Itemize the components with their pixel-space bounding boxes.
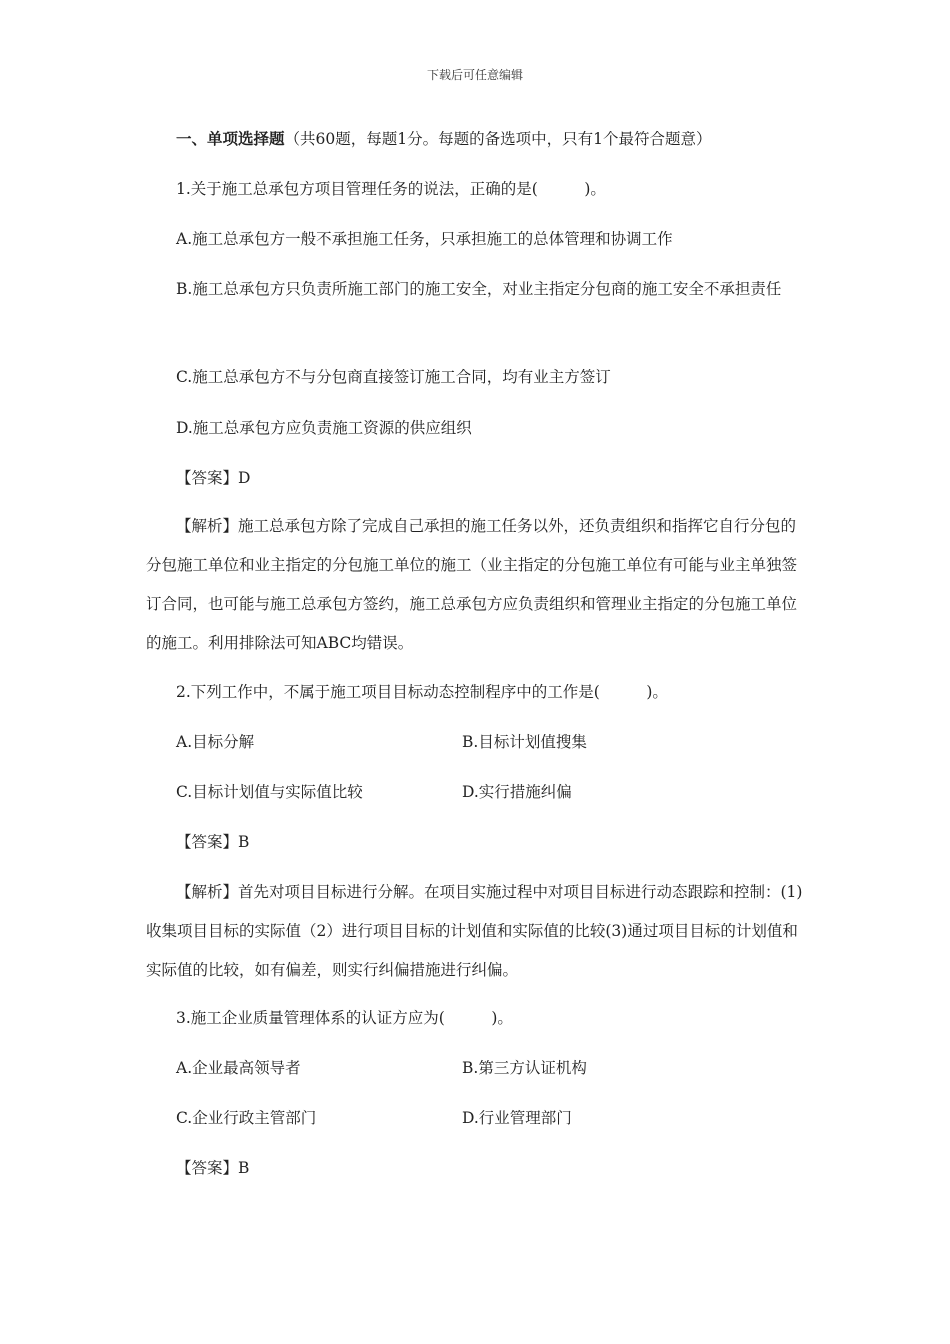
question-2-answer: 【答案】B — [176, 833, 250, 851]
question-3-stem: 3.施工企业质量管理体系的认证方应为( )。 — [176, 1009, 513, 1027]
question-1-answer: 【答案】D — [176, 469, 251, 487]
question-2-analysis-text: 【解析】首先对项目目标进行分解。在项目实施过程中对项目目标进行动态跟踪和控制：(1)收集项目目标的实际值（2）进行项目目标的计划值和实际值的比较(3)通过项目目标的计划值和实际值的比较，如有偏差，则实行纠偏措施进行纠偏。 — [146, 883, 803, 979]
question-3-answer: 【答案】B — [176, 1159, 250, 1177]
question-1-option-d: D.施工总承包方应负责施工资源的供应组织 — [176, 419, 472, 437]
question-2-analysis — [146, 873, 808, 990]
question-3-option-a: A.企业最高领导者 — [176, 1059, 301, 1077]
question-1-analysis — [146, 507, 808, 663]
question-1-option-c: C.施工总承包方不与分包商直接签订施工合同，均有业主方签订 — [176, 368, 611, 386]
question-1-analysis-text: 【解析】施工总承包方除了完成自己承担的施工任务以外，还负责组织和指挥它自行分包的分包施工单位和业主指定的分包施工单位的施工（业主指定的分包施工单位有可能与业主单独签订合同，也可能与施工总承包方签约，施工总承包方应负责组织和管理业主指定的分包施工单位的施工。利用排除法可知ABC均错误。 — [146, 517, 798, 652]
question-2-option-a: A.目标分解 — [176, 733, 255, 751]
question-3-option-b: B.第三方认证机构 — [462, 1059, 587, 1077]
question-2-stem: 2.下列工作中，不属于施工项目目标动态控制程序中的工作是( )。 — [176, 683, 668, 701]
question-2-option-b: B.目标计划值搜集 — [462, 733, 587, 751]
question-2-option-d: D.实行措施纠偏 — [462, 783, 572, 801]
question-2-option-c: C.目标计划值与实际值比较 — [176, 783, 363, 801]
question-1-option-b — [146, 270, 808, 309]
section-description: （共60题，每题1分。每题的备选项中，只有1个最符合题意） — [284, 130, 712, 148]
question-1-stem: 1.关于施工总承包方项目管理任务的说法，正确的是( )。 — [176, 180, 606, 198]
question-1-option-b-text: B.施工总承包方只负责所施工部门的施工安全，对业主指定分包商的施工安全不承担责任 — [176, 280, 782, 298]
section-heading — [176, 129, 711, 149]
question-1-option-a: A.施工总承包方一般不承担施工任务，只承担施工的总体管理和协调工作 — [176, 230, 673, 248]
page-header: 下载后可任意编辑 — [426, 68, 523, 82]
question-3-option-d: D.行业管理部门 — [462, 1109, 572, 1127]
section-title: 一、单项选择题 — [176, 129, 285, 148]
question-3-option-c: C.企业行政主管部门 — [176, 1109, 317, 1127]
